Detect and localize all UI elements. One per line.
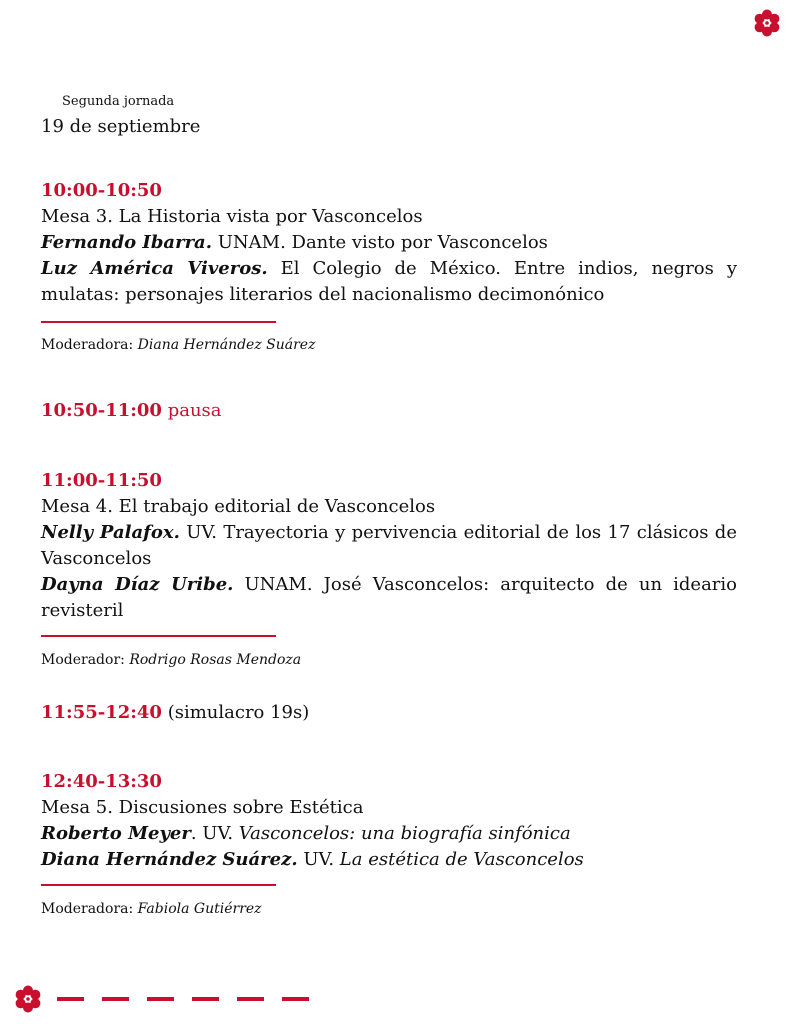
simulacro-label: (simulacro 19s) — [161, 702, 310, 723]
mesa-3-time: 10:00-10:50 — [41, 180, 162, 201]
mesa-5-block — [41, 769, 737, 873]
mesa-5-time: 12:40-13:30 — [41, 771, 162, 792]
mesa-4-moderator — [41, 652, 301, 668]
day-label: Segunda jornada — [62, 94, 175, 109]
speaker-name: Nelly Palafox. — [41, 522, 180, 543]
mesa-3-talk-1 — [41, 230, 737, 256]
mesa-4-time: 11:00-11:50 — [41, 470, 162, 491]
talk-detail: El Colegio de México. Entre indios, negros y mulatas: personajes literarios del nacionalismo decimonónico — [41, 258, 738, 305]
flower-icon — [14, 985, 42, 1013]
talk-title: La estética de Vasconcelos — [339, 849, 584, 870]
flower-icon — [753, 9, 781, 37]
section-divider — [41, 635, 276, 637]
speaker-name: Luz América Viveros. — [41, 258, 268, 279]
pause-label: pausa — [161, 400, 222, 421]
moderator-name: Fabiola Gutiérrez — [137, 901, 262, 917]
speaker-name: Fernando Ibarra. — [41, 232, 212, 253]
moderator-name: Diana Hernández Suárez — [137, 337, 316, 353]
speaker-name: Roberto Meyer — [41, 823, 191, 844]
speaker-name: Diana Hernández Suárez. — [41, 849, 298, 870]
pause-block — [41, 398, 737, 424]
section-divider — [41, 884, 276, 886]
footer-dash — [57, 997, 84, 1001]
talk-detail: UNAM. José Vasconcelos: arquitecto de un ideario revisteril — [41, 574, 737, 621]
mesa-4-talk-1 — [41, 520, 737, 572]
day-date: 19 de septiembre — [41, 116, 201, 137]
mesa-5-title: Mesa 5. Discusiones sobre Estética — [41, 797, 364, 818]
talk-detail: UV. Trayectoria y pervivencia editorial de los 17 clásicos de Vasconcelos — [41, 522, 737, 569]
simulacro-line — [41, 700, 737, 726]
footer-dash — [102, 997, 129, 1001]
mesa-5-talk-2 — [41, 847, 737, 873]
moderator-label: Moderadora: — [41, 337, 138, 353]
section-divider — [41, 321, 276, 323]
footer-dash — [192, 997, 219, 1001]
mesa-4-talk-2 — [41, 572, 737, 624]
mesa-3-moderator — [41, 337, 315, 353]
pause-line — [41, 398, 737, 424]
moderator-name: Rodrigo Rosas Mendoza — [129, 652, 302, 668]
talk-org: . UV. — [190, 823, 239, 844]
mesa-5-talk-1 — [41, 821, 737, 847]
pause-time: 10:50-11:00 — [41, 400, 162, 421]
simulacro-time: 11:55-12:40 — [41, 702, 162, 723]
simulacro-block — [41, 700, 737, 726]
moderator-label: Moderadora: — [41, 901, 138, 917]
footer-dash — [282, 997, 309, 1001]
moderator-label: Moderador: — [41, 652, 130, 668]
talk-title: Vasconcelos: una biografía sinfónica — [238, 823, 571, 844]
speaker-name: Dayna Díaz Uribe. — [41, 574, 234, 595]
mesa-3-title: Mesa 3. La Historia vista por Vasconcelos — [41, 206, 423, 227]
mesa-3-talk-2 — [41, 256, 737, 308]
mesa-4-block — [41, 468, 737, 624]
mesa-4-title: Mesa 4. El trabajo editorial de Vasconcelos — [41, 496, 436, 517]
footer-dash — [237, 997, 264, 1001]
mesa-3-block — [41, 178, 737, 308]
mesa-5-moderator — [41, 901, 262, 917]
footer-dash — [147, 997, 174, 1001]
talk-detail: UNAM. Dante visto por Vasconcelos — [212, 232, 548, 253]
talk-org: UV. — [297, 849, 340, 870]
